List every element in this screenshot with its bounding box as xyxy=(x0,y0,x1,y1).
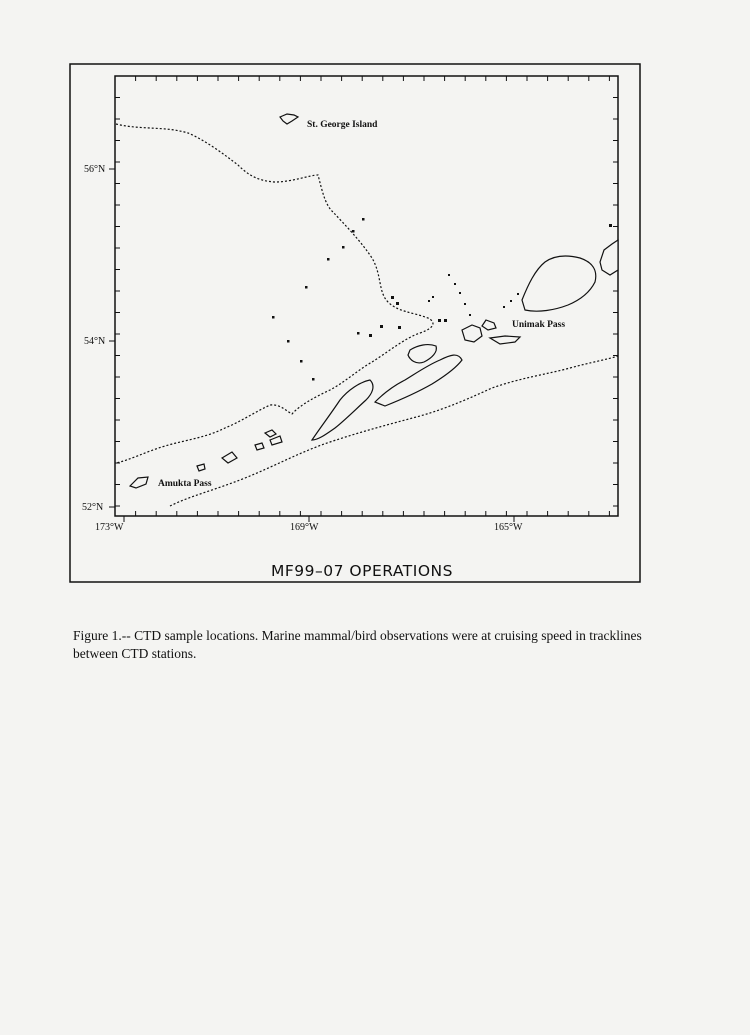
figure-caption: Figure 1.-- CTD sample locations. Marine mammal/bird observations were at cruising speed in tracklines between CTD stations. xyxy=(73,628,642,661)
islet-a xyxy=(265,430,276,437)
ctd-station xyxy=(272,316,275,319)
ctd-station xyxy=(342,246,345,249)
ctd-station xyxy=(305,286,308,289)
islet-e xyxy=(197,464,205,471)
islands xyxy=(130,114,618,488)
amukta-island xyxy=(130,477,148,488)
ctd-station xyxy=(444,319,447,322)
contour-south-slope xyxy=(170,356,618,506)
ctd-station xyxy=(391,296,394,299)
lat-label-56n: 56°N xyxy=(84,164,106,175)
ctd-station xyxy=(398,326,401,329)
ctd-station xyxy=(448,274,450,276)
ctd-station xyxy=(464,303,466,305)
ctd-station xyxy=(352,230,355,233)
islet-d xyxy=(222,452,237,463)
ctd-station xyxy=(454,283,456,285)
lat-label-54n: 54°N xyxy=(84,336,106,347)
lon-label-173w: 173°W xyxy=(95,522,124,533)
lat-label-52n: 52°N xyxy=(82,502,104,513)
ctd-station xyxy=(357,332,360,335)
ctd-station xyxy=(503,306,505,308)
ctd-station xyxy=(369,334,372,337)
islet-b xyxy=(270,436,282,445)
label-unimak-pass: Unimak Pass xyxy=(512,320,566,330)
ctd-station xyxy=(469,314,471,316)
st-george-island xyxy=(280,114,298,124)
ctd-station xyxy=(609,224,612,227)
ctd-station xyxy=(510,300,512,302)
contour-north-shelf xyxy=(116,124,433,463)
lon-label-169w: 169°W xyxy=(290,522,319,533)
tigalda-island xyxy=(490,336,520,344)
islet-c xyxy=(255,443,264,450)
akutan-island xyxy=(482,320,496,330)
ctd-station xyxy=(300,360,303,363)
ctd-station xyxy=(438,319,441,322)
ctd-station xyxy=(396,302,399,305)
lon-label-165w: 165°W xyxy=(494,522,523,533)
ctd-station xyxy=(459,292,461,294)
ctd-station xyxy=(380,325,383,328)
unalaska-north-bay xyxy=(408,345,436,363)
ctd-station xyxy=(312,378,315,381)
ctd-station xyxy=(432,296,434,298)
label-amukta-pass: Amukta Pass xyxy=(158,479,212,489)
map-title: MF99–07 OPERATIONS xyxy=(271,562,453,580)
ctd-station xyxy=(517,293,519,295)
alaska-peninsula-tip xyxy=(600,240,618,275)
akun-island xyxy=(462,325,482,342)
ctd-station xyxy=(428,300,430,302)
unimak-island xyxy=(522,256,596,311)
ctd-station xyxy=(362,218,365,221)
umnak-island xyxy=(312,380,373,440)
label-st-george-island: St. George Island xyxy=(307,120,378,130)
ctd-station xyxy=(327,258,330,261)
ctd-station xyxy=(287,340,290,343)
depth-contours xyxy=(116,124,618,506)
